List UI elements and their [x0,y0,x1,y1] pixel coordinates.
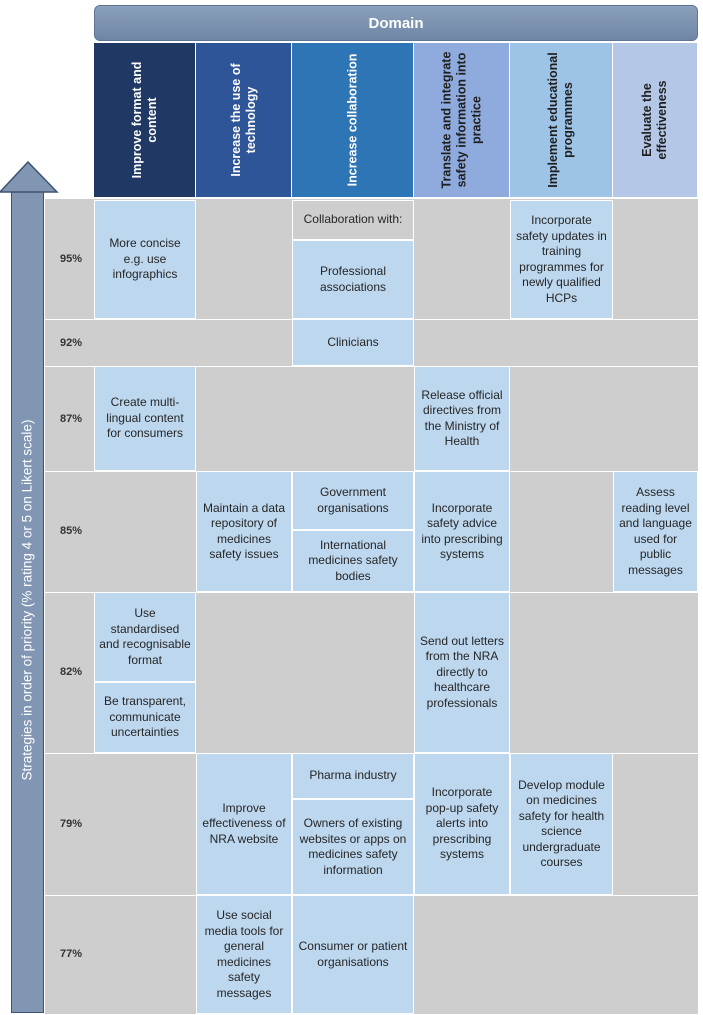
row-label-85: 85% [59,525,83,537]
column-header-evaluate [613,43,698,197]
strategy-cell: Assess reading level and language used for public messages [613,471,698,592]
column-header-label: Increase the use of technology [228,63,258,177]
row-label-95: 95% [59,253,83,265]
row-label-82: 82% [59,666,83,678]
strategy-cell: Incorporate safety advice into prescribing systems [414,471,510,592]
strategy-cell: Clinicians [292,319,414,366]
column-header-collaboration [292,43,414,197]
row-label-87: 87% [59,413,83,425]
strategy-cell: Owners of existing websites or apps on medicines safety information [292,799,414,895]
column-header-technology [196,43,292,197]
row-label-77: 77% [59,948,83,960]
column-header-label: Implement educational programmes [546,52,575,188]
strategy-cell: Develop module on medicines safety for health science undergraduate courses [510,753,613,895]
strategy-cell: Create multi-lingual content for consumers [94,366,196,471]
priority-arrow-icon [0,160,60,194]
strategy-cell: Government organisations [292,471,414,530]
strategy-cell: Use standardised and recognisable format [94,592,196,682]
strategy-cell: Use social media tools for general medicines safety messages [196,895,292,1014]
strategy-cell: International medicines safety bodies [292,530,414,592]
collaboration-with-label: Collaboration with: [292,200,414,240]
strategy-cell: Professional associations [292,240,414,319]
strategy-cell: Maintain a data repository of medicines safety issues [196,471,292,592]
strategy-cell: Release official directives from the Ministry of Health [414,366,510,471]
y-axis-label: Strategies in order of priority (% rating 4 or 5 on Likert scale) [19,419,35,781]
row-label-79: 79% [59,818,83,830]
strategy-cell: Incorporate safety updates in training programmes for newly qualified HCPs [510,200,613,319]
row-label-92: 92% [59,337,83,349]
column-header-label: Improve format and content [129,61,159,179]
column-header-education [510,43,613,197]
strategy-cell: Send out letters from the NRA directly to healthcare professionals [414,592,510,753]
strategy-cell: Incorporate pop-up safety alerts into prescribing systems [414,753,510,895]
strategy-cell: Consumer or patient organisations [292,895,414,1014]
column-header-label: Translate and integrate safety information into practice [439,51,483,189]
strategy-cell: More concise e.g. use infographics [94,200,196,319]
column-header-improve-format [94,43,196,197]
strategy-cell: Improve effectiveness of NRA website [196,753,292,895]
strategy-cell: Pharma industry [292,753,414,799]
domain-header: Domain [94,5,698,41]
column-header-label: Evaluate the effectiveness [640,80,669,160]
strategy-cell: Be transparent, communicate uncertainties [94,682,196,753]
column-header-label: Increase collaboration [345,53,359,187]
column-header-practice [414,43,510,197]
